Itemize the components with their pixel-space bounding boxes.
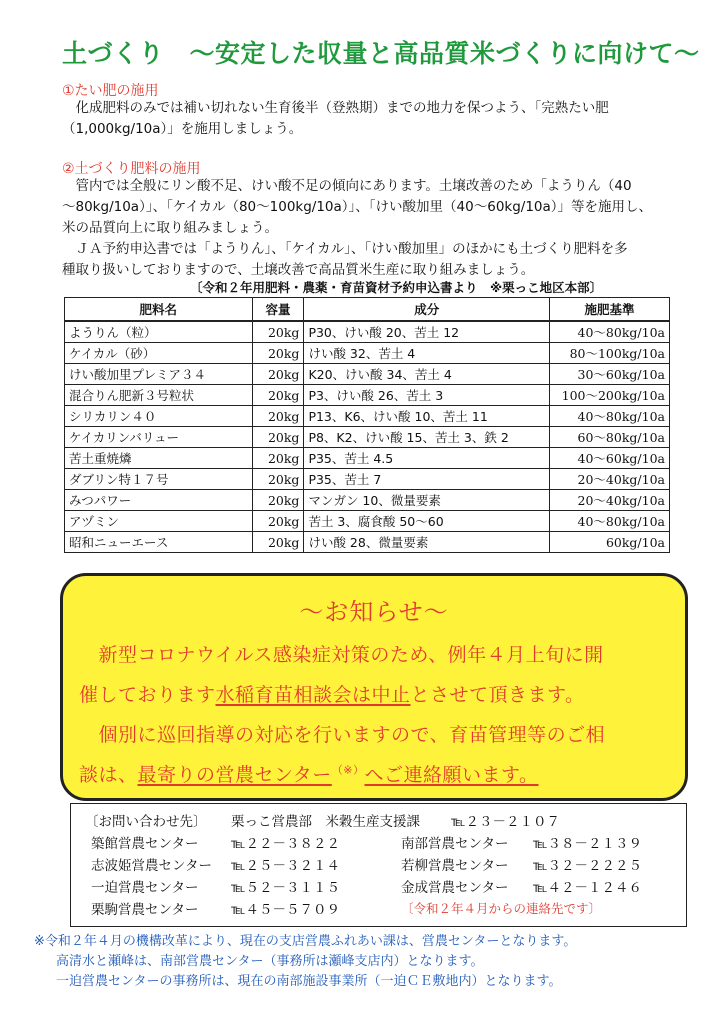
notice-text: 催しております [79, 684, 216, 706]
table-row [65, 427, 670, 448]
cell-standard: 40～60kg/10a [550, 448, 670, 469]
section2-line: ～80kg/10a）」、「ケイカル（80～100kg/10a）」、「けい酸加里（40～60kg/10a）」等を施用し、 [62, 199, 653, 215]
contact-office-tel: ℡５２－３１１５ [231, 880, 341, 896]
cell-standard: 60kg/10a [550, 532, 670, 553]
table-row [65, 385, 670, 406]
cell-capacity: 20kg [252, 490, 304, 511]
cell-capacity: 20kg [252, 321, 304, 343]
contact-office-tel: ℡３８－２１３９ [533, 836, 643, 852]
contact-office-name: 築館営農センター [91, 836, 199, 852]
cell-name: シリカリン４０ [65, 406, 253, 427]
cell-name: けい酸加里プレミア３４ [65, 364, 253, 385]
cell-name: ケイカリンバリュー [65, 427, 253, 448]
cell-capacity: 20kg [252, 364, 304, 385]
table-row [65, 343, 670, 364]
table-row [65, 406, 670, 427]
header-capacity: 容量 [252, 298, 304, 322]
notice-emphasis: へご連絡願います。 [364, 764, 539, 786]
cell-standard: 20～40kg/10a [550, 469, 670, 490]
contact-office-name: 若柳営農センター [401, 858, 509, 874]
notice-line: 新型コロナウイルス感染症対策のため、例年４月上旬に開 [79, 644, 604, 666]
cell-standard: 40～80kg/10a [550, 321, 670, 343]
contact-office-tel: ℡４５－５７０９ [231, 902, 341, 918]
cell-ingredients: P35、苦土 7 [304, 469, 550, 490]
contact-office-name: 金成営農センター [401, 880, 509, 896]
table-row [65, 511, 670, 532]
footer-line: 高清水と瀬峰は、南部営農センター（事務所は瀬峰支店内）となります。 [56, 954, 484, 969]
cell-name: 昭和ニューエース [65, 532, 253, 553]
cell-capacity: 20kg [252, 511, 304, 532]
cell-standard: 80～100kg/10a [550, 343, 670, 364]
table-row [65, 448, 670, 469]
cell-ingredients: K20、けい酸 34、苦土 4 [304, 364, 550, 385]
cell-name: 苦土重焼燐 [65, 448, 253, 469]
section2-body [62, 176, 672, 281]
cell-ingredients: P30、けい酸 20、苦土 12 [304, 321, 550, 343]
section2-heading: ②土づくり肥料の施用 [62, 161, 201, 177]
table-row [65, 364, 670, 385]
cell-ingredients: P8、K2、けい酸 15、苦土 3、鉄 2 [304, 427, 550, 448]
table-row [65, 469, 670, 490]
header-name: 肥料名 [65, 298, 253, 322]
cell-ingredients: P35、苦土 4.5 [304, 448, 550, 469]
footer-line: ※令和２年４月の機構改革により、現在の支店営農ふれあい課は、営農センターとなります。 [34, 934, 577, 949]
contact-header-label: 〔お問い合わせ先〕 [85, 814, 207, 830]
cell-ingredients: 苦土 3、腐食酸 50～60 [304, 511, 550, 532]
cell-capacity: 20kg [252, 532, 304, 553]
table-header-row [65, 298, 670, 322]
notice-emphasis: 水稲育苗相談会は中止 [215, 684, 411, 706]
cell-standard: 100～200kg/10a [550, 385, 670, 406]
section1-body [62, 98, 672, 140]
contact-office-tel: ℡２２－３８２２ [231, 836, 341, 852]
cell-ingredients: マンガン 10、微量要素 [304, 490, 550, 511]
notice-line: 個別に巡回指導の対応を行いますので、育苗管理等のご相 [79, 724, 606, 746]
table-caption: 〔令和２年用肥料・農薬・育苗資材予約申込書より ※栗っこ地区本部〕 [190, 280, 603, 295]
cell-name: ダブリン特１７号 [65, 469, 253, 490]
footer-line: 一迫営農センターの事務所は、現在の南部施設事業所（一迫ＣＥ敷地内）となります。 [56, 974, 562, 989]
contact-office-tel: ℡３２－２２２５ [533, 858, 643, 874]
section2-line: 米の品質向上に取り組みましょう。 [62, 220, 278, 236]
notice-title: ～お知らせ～ [299, 598, 449, 626]
section1-heading: ①たい肥の施用 [62, 83, 159, 99]
table-row [65, 490, 670, 511]
cell-ingredients: P13、K6、けい酸 10、苦土 11 [304, 406, 550, 427]
cell-standard: 30～60kg/10a [550, 364, 670, 385]
contact-main-office: 栗っこ営農部 米穀生産支援課 [231, 814, 420, 830]
fertilizer-table [64, 297, 670, 553]
contact-main-tel: ℡２３－２１０７ [451, 814, 561, 830]
cell-capacity: 20kg [252, 406, 304, 427]
cell-ingredients: けい酸 32、苦土 4 [304, 343, 550, 364]
cell-ingredients: けい酸 28、微量要素 [304, 532, 550, 553]
page-title: 土づくり ～安定した収量と高品質米づくりに向けて～ [62, 39, 700, 68]
contact-office-name: 一迫営農センター [91, 880, 199, 896]
section2-line: ＪＡ予約申込書では「ようりん」、「ケイカル」、「けい酸加里」のほかにも土づくり肥料を多 [62, 241, 628, 257]
notice-box [60, 573, 688, 801]
cell-capacity: 20kg [252, 343, 304, 364]
cell-standard: 60～80kg/10a [550, 427, 670, 448]
contact-office-name: 栗駒営農センター [91, 902, 199, 918]
contact-office-tel: ℡２５－３２１４ [231, 858, 341, 874]
table-row [65, 532, 670, 553]
cell-ingredients: P3、けい酸 26、苦土 3 [304, 385, 550, 406]
cell-name: 混合りん肥新３号粒状 [65, 385, 253, 406]
cell-name: みつパワー [65, 490, 253, 511]
cell-standard: 40～80kg/10a [550, 511, 670, 532]
section2-line: 種取り扱いしておりますので、土壌改善で高品質米生産に取り組みましょう。 [62, 262, 535, 278]
contact-box [70, 803, 687, 927]
cell-capacity: 20kg [252, 469, 304, 490]
table-body [65, 321, 670, 553]
cell-standard: 20～40kg/10a [550, 490, 670, 511]
section1-line: 化成肥料のみでは補い切れない生育後半（登熟期）までの地力を保つよう、「完熟たい肥 [62, 100, 609, 116]
contact-office-name: 志波姫営農センター [91, 858, 212, 874]
header-standard: 施肥基準 [550, 298, 670, 322]
notice-emphasis: 最寄りの営農センター [137, 764, 332, 786]
contact-office-tel: ℡４２－１２４６ [533, 880, 643, 896]
header-ingredients: 成分 [304, 298, 550, 322]
cell-name: ようりん（粒） [65, 321, 253, 343]
cell-name: ケイカル（砂） [65, 343, 253, 364]
section2-line: 管内では全般にリン酸不足、けい酸不足の傾向にあります。土壌改善のため「ようりん（40 [62, 178, 632, 194]
section1-line: （1,000kg/10a）」を施用しましょう。 [62, 121, 303, 137]
cell-capacity: 20kg [252, 448, 304, 469]
notice-text: 談は、 [79, 764, 138, 786]
cell-capacity: 20kg [252, 385, 304, 406]
cell-capacity: 20kg [252, 427, 304, 448]
contact-note: 〔令和２年４月からの連絡先です〕 [401, 901, 602, 916]
table-row [65, 321, 670, 343]
contact-office-name: 南部営農センター [401, 836, 509, 852]
notice-mark: （※） [331, 763, 365, 777]
notice-line [79, 760, 538, 787]
cell-standard: 40～80kg/10a [550, 406, 670, 427]
notice-line [79, 680, 585, 707]
notice-text: とさせて頂きます。 [410, 684, 585, 706]
cell-name: アヅミン [65, 511, 253, 532]
